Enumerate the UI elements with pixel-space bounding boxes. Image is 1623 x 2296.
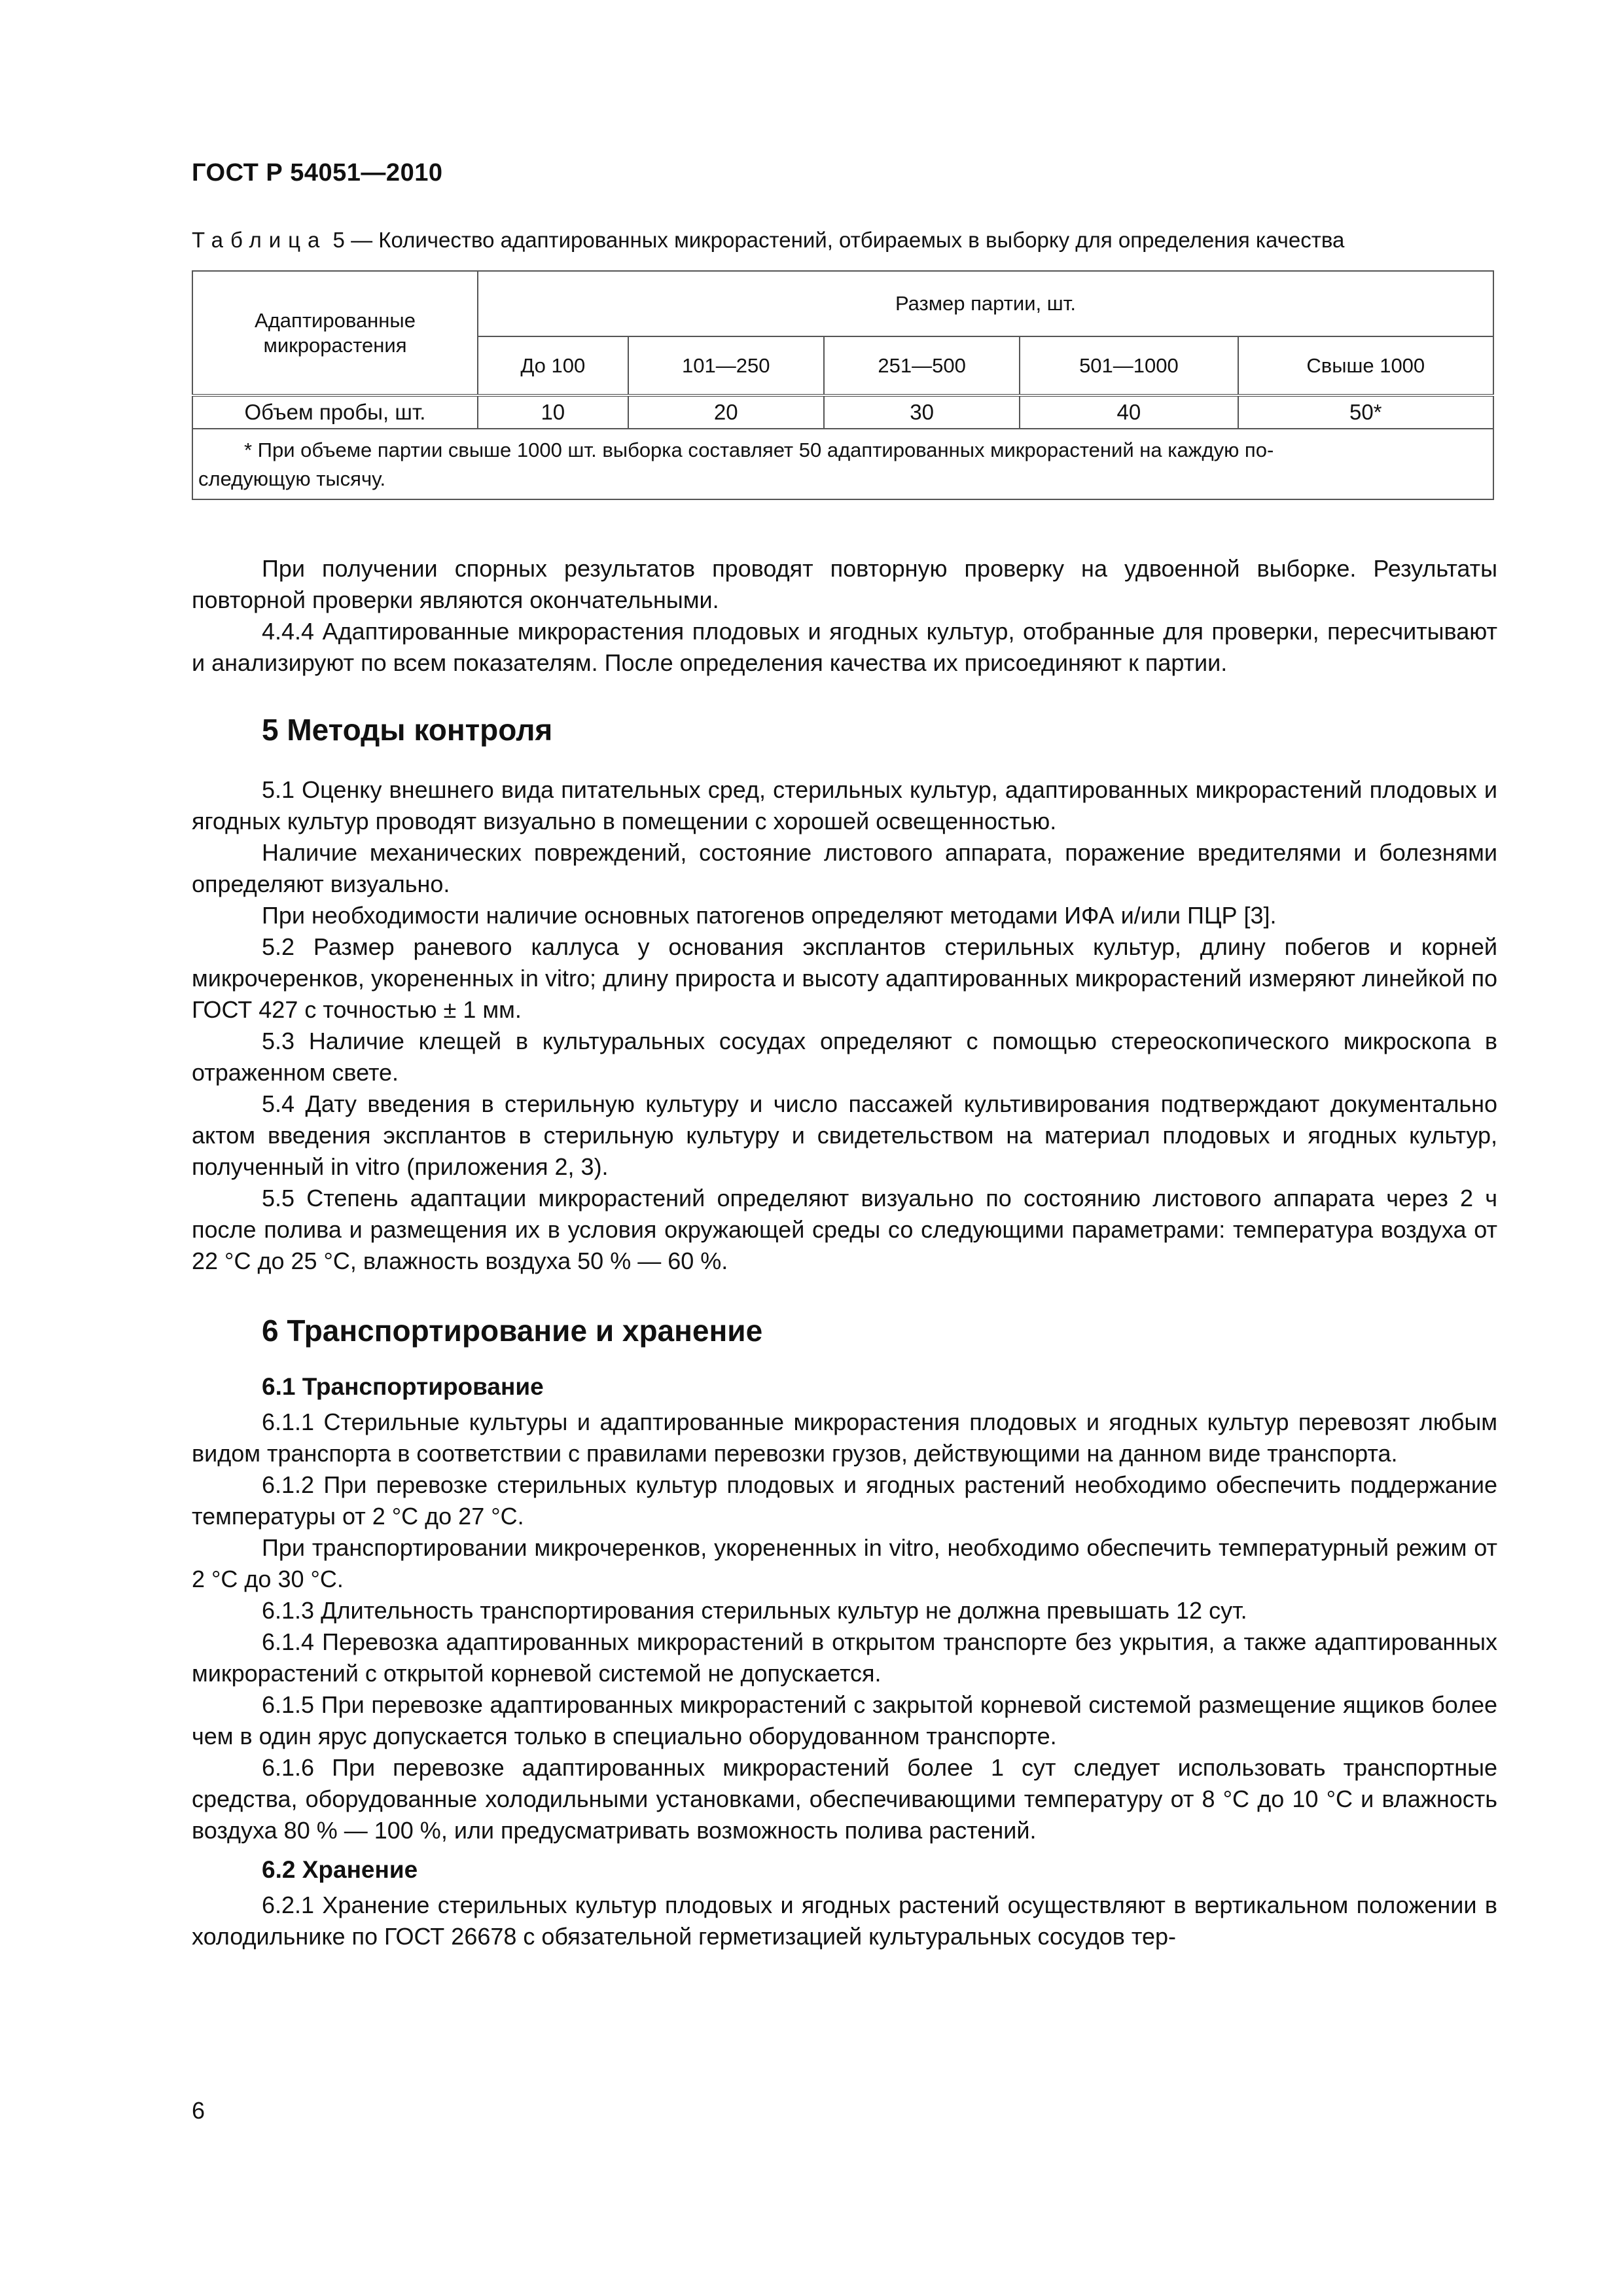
subsection-heading: 6.1 Транспортирование	[262, 1373, 544, 1400]
sample-size-table	[192, 270, 1494, 500]
table-footnote-line: следующую тысячу.	[198, 467, 386, 490]
paragraph: 5.3 Наличие клещей в культуральных сосудах определяют с помощью стереоскопического микроскопа в отраженном свете.	[192, 1028, 1497, 1086]
paragraph: 6.1.1 Стерильные культуры и адаптированные микрорастения плодовых и ягодных культур перевозят любым видом транспорта в соответствии с правилами перевозки грузов, действующими на данном виде транспорта.	[192, 1408, 1497, 1467]
paragraph: При транспортировании микрочеренков, укорененных in vitro, необходимо обеспечить температурный режим от 2 °С до 30 °С.	[192, 1534, 1497, 1592]
section-heading: 6 Транспортирование и хранение	[262, 1314, 763, 1348]
section-heading: 5 Методы контроля	[262, 713, 553, 747]
table-footnote	[192, 429, 1493, 499]
document-header: ГОСТ Р 54051—2010	[192, 159, 443, 187]
table-column-header: 251—500	[824, 336, 1020, 395]
paragraph: 6.1.5 При перевозке адаптированных микрорастений с закрытой корневой системой размещение ящиков более чем в один ярус допускается только в специально оборудованном транспорте.	[192, 1691, 1497, 1749]
paragraph: 5.2 Размер раневого каллуса у основания эксплантов стерильных культур, длину побегов и корней микрочеренков, укорененных in vitro; длину прироста и высоту адаптированных микрорастений измеряют линейкой по ГОСТ 427 с точностью ± 1 мм.	[192, 933, 1497, 1023]
table-group-header: Размер партии, шт.	[478, 271, 1493, 336]
table-column-header: 501—1000	[1020, 336, 1238, 395]
subsection-heading: 6.2 Хранение	[262, 1856, 418, 1883]
paragraph: 4.4.4 Адаптированные микрорастения плодовых и ягодных культур, отобранные для проверки, пересчитывают и анализируют по всем показателям. После определения качества их присоединяют к партии.	[192, 618, 1497, 676]
paragraph: 6.1.6 При перевозке адаптированных микрорастений более 1 сут следует использовать транспортные средства, оборудованные холодильными установками, обеспечивающими температуру от 8 °С до 10 °С и влажность воздуха 80 % — 100 %, или предусматривать возможность полива растений.	[192, 1754, 1497, 1844]
table-cell: 30	[824, 395, 1020, 429]
table-footnote-line: * При объеме партии свыше 1000 шт. выборка составляет 50 адаптированных микрорастений на каждую по-	[244, 439, 1274, 461]
table-caption	[192, 228, 1497, 253]
table-row-label: Объем пробы, шт.	[192, 395, 478, 429]
table-column-header: 101—250	[628, 336, 824, 395]
paragraph: 6.2.1 Хранение стерильных культур плодовых и ягодных растений осуществляют в вертикальном положении в холодильнике по ГОСТ 26678 с обязательной герметизацией культуральных сосудов тер-	[192, 1892, 1497, 1950]
table-row	[192, 395, 1493, 429]
table-cell: 50*	[1238, 395, 1493, 429]
paragraph: 5.1 Оценку внешнего вида питательных сред, стерильных культур, адаптированных микрорастений плодовых и ягодных культур проводят визуально в помещении с хорошей освещенностью.	[192, 776, 1497, 834]
paragraph: 6.1.3 Длительность транспортирования стерильных культур не должна превышать 12 сут.	[262, 1597, 1247, 1624]
paragraph: 6.1.4 Перевозка адаптированных микрорастений в открытом транспорте без укрытия, а также адаптированных микрорастений с открытой корневой системой не допускается.	[192, 1628, 1497, 1687]
table-column-header: Свыше 1000	[1238, 336, 1493, 395]
paragraph: 5.5 Степень адаптации микрорастений определяют визуально по состоянию листового аппарата через 2 ч после полива и размещения их в условия окружающей среды со следующими параметрами: температура воздуха от 22 °С до 25 °С, влажность воздуха 50 % — 60 %.	[192, 1185, 1497, 1274]
table-cell: 40	[1020, 395, 1238, 429]
table-row-header: Адаптированные микрорастения	[192, 271, 478, 395]
paragraph: При получении спорных результатов проводят повторную проверку на удвоенной выборке. Результаты повторной проверки являются окончательными.	[192, 555, 1497, 613]
paragraph: При необходимости наличие основных патогенов определяют методами ИФА и/или ПЦР [3].	[262, 902, 1277, 929]
table-cell: 10	[478, 395, 628, 429]
table-cell: 20	[628, 395, 824, 429]
table-caption-prefix: Таблица	[192, 228, 327, 252]
page-number: 6	[192, 2097, 205, 2124]
document-body	[192, 553, 1497, 1952]
paragraph: Наличие механических повреждений, состояние листового аппарата, поражение вредителями и болезнями определяют визуально.	[192, 839, 1497, 897]
table-column-header: До 100	[478, 336, 628, 395]
paragraph: 5.4 Дату введения в стерильную культуру и число пассажей культивирования подтверждают документально актом введения эксплантов в стерильную культуру и свидетельством на материал плодовых и ягодных культур, полученный in vitro (приложения 2, 3).	[192, 1090, 1497, 1180]
paragraph: 6.1.2 При перевозке стерильных культур плодовых и ягодных растений необходимо обеспечить поддержание температуры от 2 °С до 27 °С.	[192, 1471, 1497, 1530]
table-caption-text: 5 — Количество адаптированных микрорастений, отбираемых в выборку для определения качества	[327, 228, 1345, 252]
